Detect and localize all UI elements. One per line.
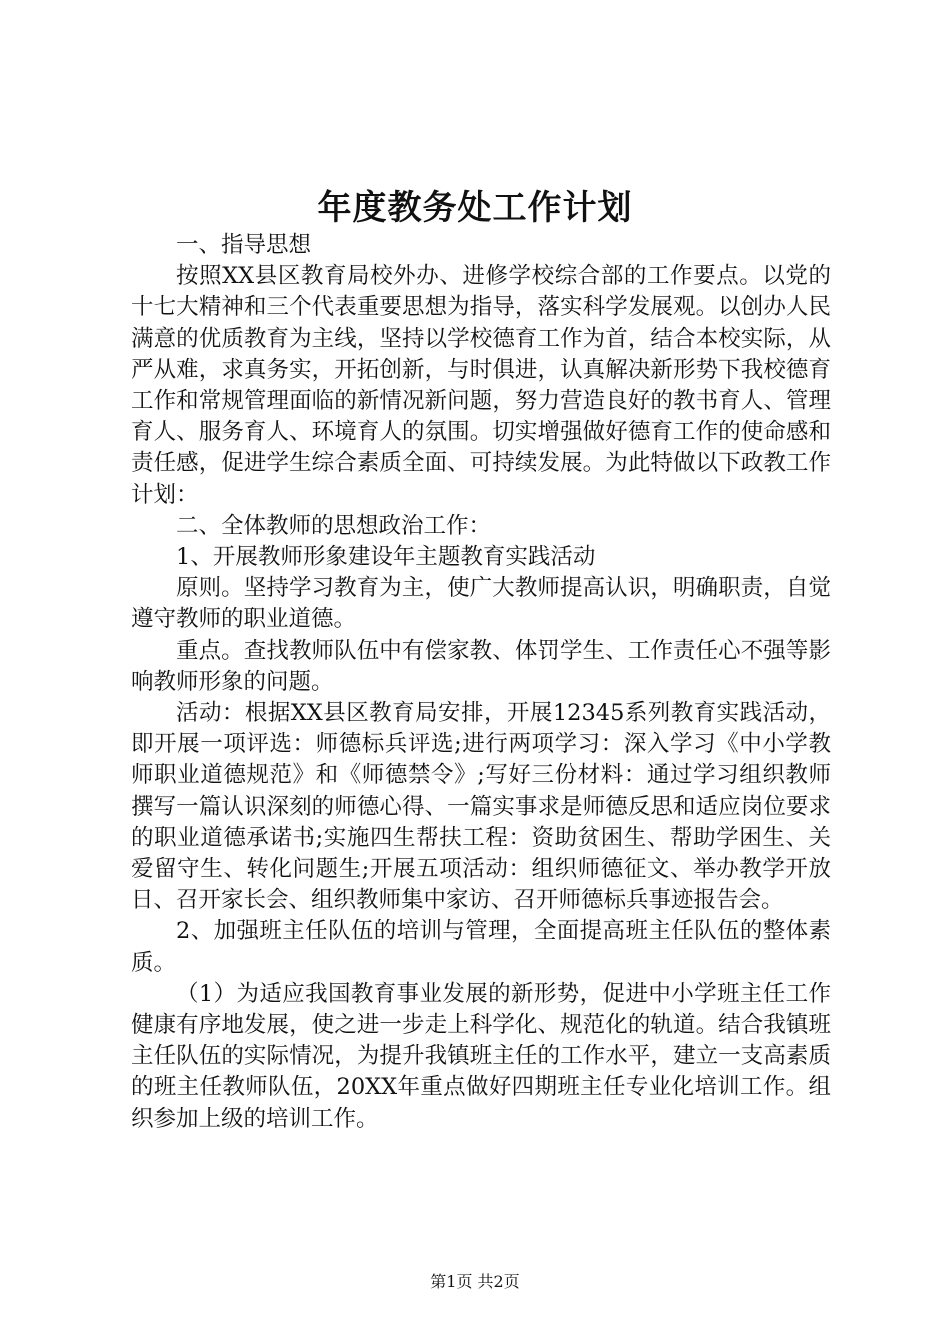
page-footer: 第1页 共2页 bbox=[430, 1272, 520, 1291]
subheading-head-teacher-training: 2、加强班主任队伍的培训与管理，全面提高班主任队伍的整体素质。 bbox=[131, 918, 831, 976]
section-heading-guiding-ideology: 一、指导思想 bbox=[176, 232, 312, 258]
section-heading-teacher-political-work: 二、全体教师的思想政治工作： bbox=[176, 512, 492, 539]
paragraph-principle: 原则。坚持学习教育为主，使广大教师提高认识，明确职责，自觉遵守教师的职业道德。 bbox=[131, 575, 831, 633]
document-title: 年度教务处工作计划 bbox=[317, 188, 633, 228]
subheading-teacher-image-activity: 1、开展教师形象建设年主题教育实践活动 bbox=[176, 544, 596, 571]
paragraph-activities: 活动：根据XX县区教育局安排，开展12345系列教育实践活动，即开展一项评选：师德标兵评选;进行两项学习：深入学习《中小学教师职业道德规范》和《师德禁令》;写好三份材料：通过学习组织教师撰写一篇认识深刻的师德心得、一篇实事求是师德反思和适应岗位要求的职业道德承诺书;实施四生帮扶工程：资助贫困生、帮助学困生、关爱留守生、转化问题生;开展五项活动：组织师德征文、举办教学开放日、召开家长会、组织教师集中家访、召开师德标兵事迹报告会。 bbox=[131, 700, 831, 914]
document-body bbox=[131, 230, 831, 1135]
paragraph-head-teacher-item-1: （1）为适应我国教育事业发展的新形势，促进中小学班主任工作健康有序地发展，使之进一步走上科学化、规范化的轨道。结合我镇班主任队伍的实际情况，为提升我镇班主任的工作水平，建立一支高素质的班主任教师队伍，20XX年重点做好四期班主任专业化培训工作。组织参加上级的培训工作。 bbox=[131, 980, 831, 1132]
paragraph-guiding-ideology: 按照XX县区教育局校外办、进修学校综合部的工作要点。以党的十七大精神和三个代表重要思想为指导，落实科学发展观。以创办人民满意的优质教育为主线，坚持以学校德育工作为首，结合本校实际，从严从难，求真务实，开拓创新，与时俱进，认真解决新形势下我校德育工作和常规管理面临的新情况新问题，努力营造良好的教书育人、管理育人、服务育人、环境育人的氛围。切实增强做好德育工作的使命感和责任感，促进学生综合素质全面、可持续发展。为此特做以下政教工作计划： bbox=[131, 263, 831, 508]
paragraph-focus: 重点。查找教师队伍中有偿家教、体罚学生、工作责任心不强等影响教师形象的问题。 bbox=[131, 637, 831, 695]
